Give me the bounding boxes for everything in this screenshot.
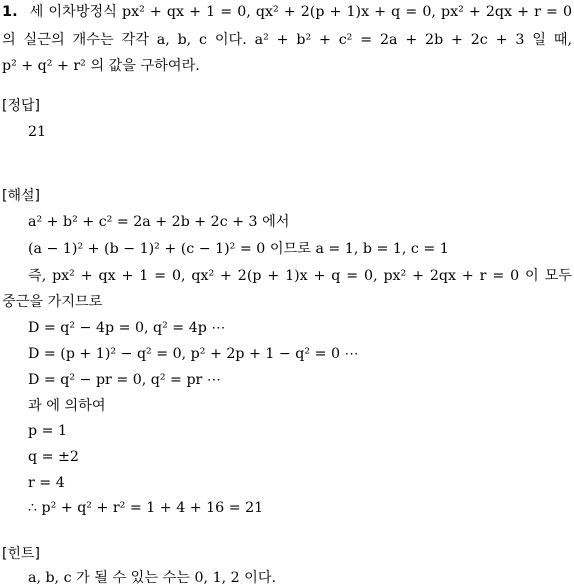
solution-line: D = q² − 4p = 0, q² = 4p ⋯ [28, 320, 226, 336]
solution-line: ∴ p² + q² + r² = 1 + 4 + 16 = 21 [28, 500, 264, 516]
problem-text-1: 세 이차방정식 px² + qx + 1 = 0, qx² + 2(p + 1)x + q = 0, px² + 2qx + r = 0 [29, 4, 572, 20]
problem-line-2 [2, 30, 572, 50]
solution-line: 즉, px² + qx + 1 = 0, qx² + 2(p + 1)x + q = 0, px² + 2qx + r = 0 이 모두 [28, 268, 572, 284]
solution-line: 과 에 의하여 [28, 398, 106, 414]
solution-line: (a − 1)² + (b − 1)² + (c − 1)² = 0 이므로 a = 1, b = 1, c = 1 [28, 241, 449, 257]
problem-text-2: 의 실근의 개수는 각각 a, b, c 이다. a² + b² + c² = 2a + 2b + 2c + 3 일 때, [2, 32, 572, 48]
solution-line: a² + b² + c² = 2a + 2b + 2c + 3 에서 [28, 214, 290, 230]
solution-line: D = q² − pr = 0, q² = pr ⋯ [28, 372, 222, 388]
solution-line: r = 4 [28, 475, 65, 491]
solution-line: 중근을 가지므로 [2, 294, 103, 310]
problem-number: 1. [2, 4, 18, 20]
hint-label: [힌트] [2, 546, 40, 562]
hint-text: a, b, c 가 될 수 있는 수는 0, 1, 2 이다. [28, 570, 277, 586]
answer-value: 21 [28, 124, 47, 140]
solution-line: p = 1 [28, 423, 68, 439]
problem-line-3 [2, 56, 572, 76]
solution-line: D = (p + 1)² − q² = 0, p² + 2p + 1 − q² = 0 ⋯ [28, 346, 359, 362]
problem-line-1 [2, 2, 572, 22]
answer-label: [정답] [2, 98, 40, 114]
solution-label: [해설] [2, 188, 40, 204]
problem-text-3: p² + q² + r² 의 값을 구하여라. [2, 58, 200, 74]
solution-line: q = ±2 [28, 449, 79, 465]
